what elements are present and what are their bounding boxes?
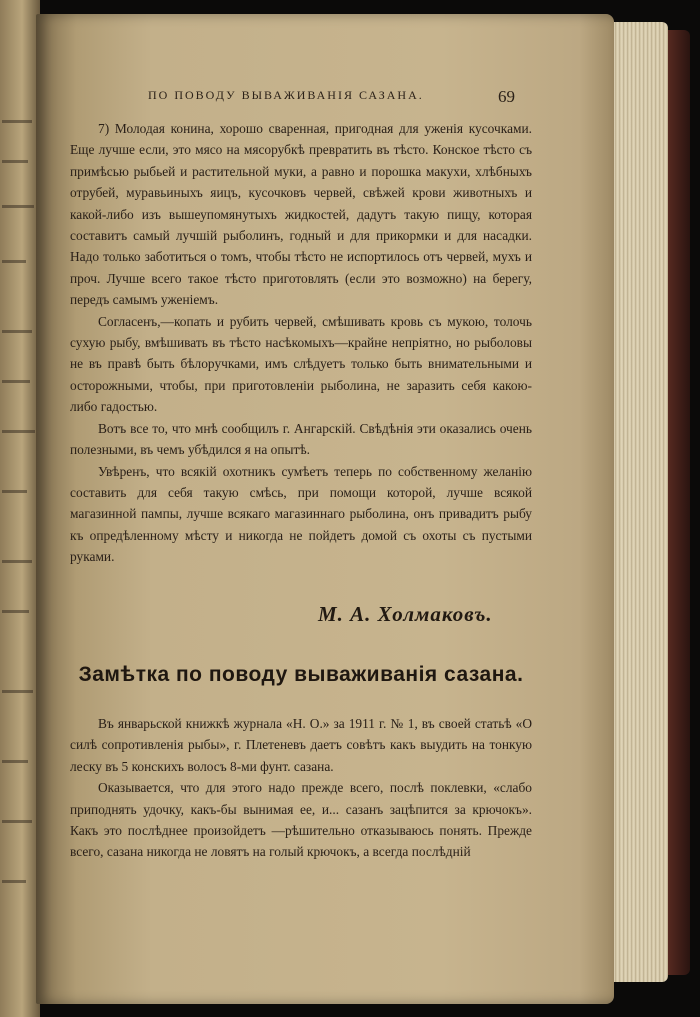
paragraph: Въ январьской книжкѣ журнала «Н. О.» за 1911 г. № 1, въ своей статьѣ «О силѣ сопротивленія рыбы», г. Плетеневъ даетъ совѣтъ какъ выудить на тонкую леску въ 5 конскихъ волосъ 8-ми фунт. сазана. [70,716,532,774]
paragraph: Увѣренъ, что всякій охотникъ сумѣетъ теперь по собственному желанію составить для себя такую смѣсь, при помощи которой, лучше всякой магазинной пампы, лучше всякаго магазиннаго рыболина, онъ привадитъ рыбу къ опредѣленному мѣсту и никогда не пойдетъ домой съ охоты съ пустыми руками. [70,463,532,565]
author-signature: М. А. Холмаковъ. [318,602,493,626]
page-number: 69 [498,87,515,106]
article-2-title: Замѣтка по поводу вываживанія сазана. [78,663,524,686]
paragraph: Вотъ все то, что мнѣ сообщилъ г. Ангарскій. Свѣдѣнія эти оказались очень полезными, въ чемъ убѣдился я на опытѣ. [70,420,532,458]
running-header: ПО ПОВОДУ ВЫВАЖИВАНІЯ САЗАНА. [148,88,424,102]
paragraph: Оказывается, что для этого надо прежде всего, послѣ поклевки, «слабо приподнять удочку, какъ-бы вынимая ее, и... сазанъ зацѣпится за крючокъ». Какъ это послѣднее произойдетъ —рѣшительно отказываюсь понять. Прежде всего, сазана никогда не ловятъ на голый крючокъ, а всегда послѣдній [70,780,532,860]
article-1-body [70,118,532,568]
article-2-body [70,713,532,863]
left-page-edge [0,0,40,1017]
paragraph: Согласенъ,—копать и рубить червей, смѣшивать кровь съ мукою, толочь сухую рыбу, вмѣшивать въ тѣсто насѣкомыхъ—крайне непріятно, но рыболовы не въ правѣ быть бѣлоручками, имъ слѣдуетъ только быть внимательными и осторожными, чтобы, при приготовленіи рыболина, не заразить себя какою-либо гадостью. [70,313,532,415]
paragraph: 7) Молодая конина, хорошо сваренная, пригодная для уженія кусочками. Еще лучше если, это мясо на мясорубкѣ превратить въ тѣсто. Конское тѣсто съ примѣсью рыбьей и растительной муки, а равно и порошка макухи, хлѣбныхъ отрубей, муравьиныхъ яицъ, кусочковъ червей, свѣжей крови животныхъ и какой-либо изъ вышеупомянутыхъ жидкостей, дадутъ такую пищу, которая составитъ самый лучшій рыболинъ, годный и для прикормки и для насадки. Надо только заботиться о томъ, чтобы тѣсто не испортилось отъ червей, мухъ и проч. Лучше всего такое тѣсто приготовлять (если это возможно) на берегу, передъ самымъ уженіемъ. [70,121,532,308]
